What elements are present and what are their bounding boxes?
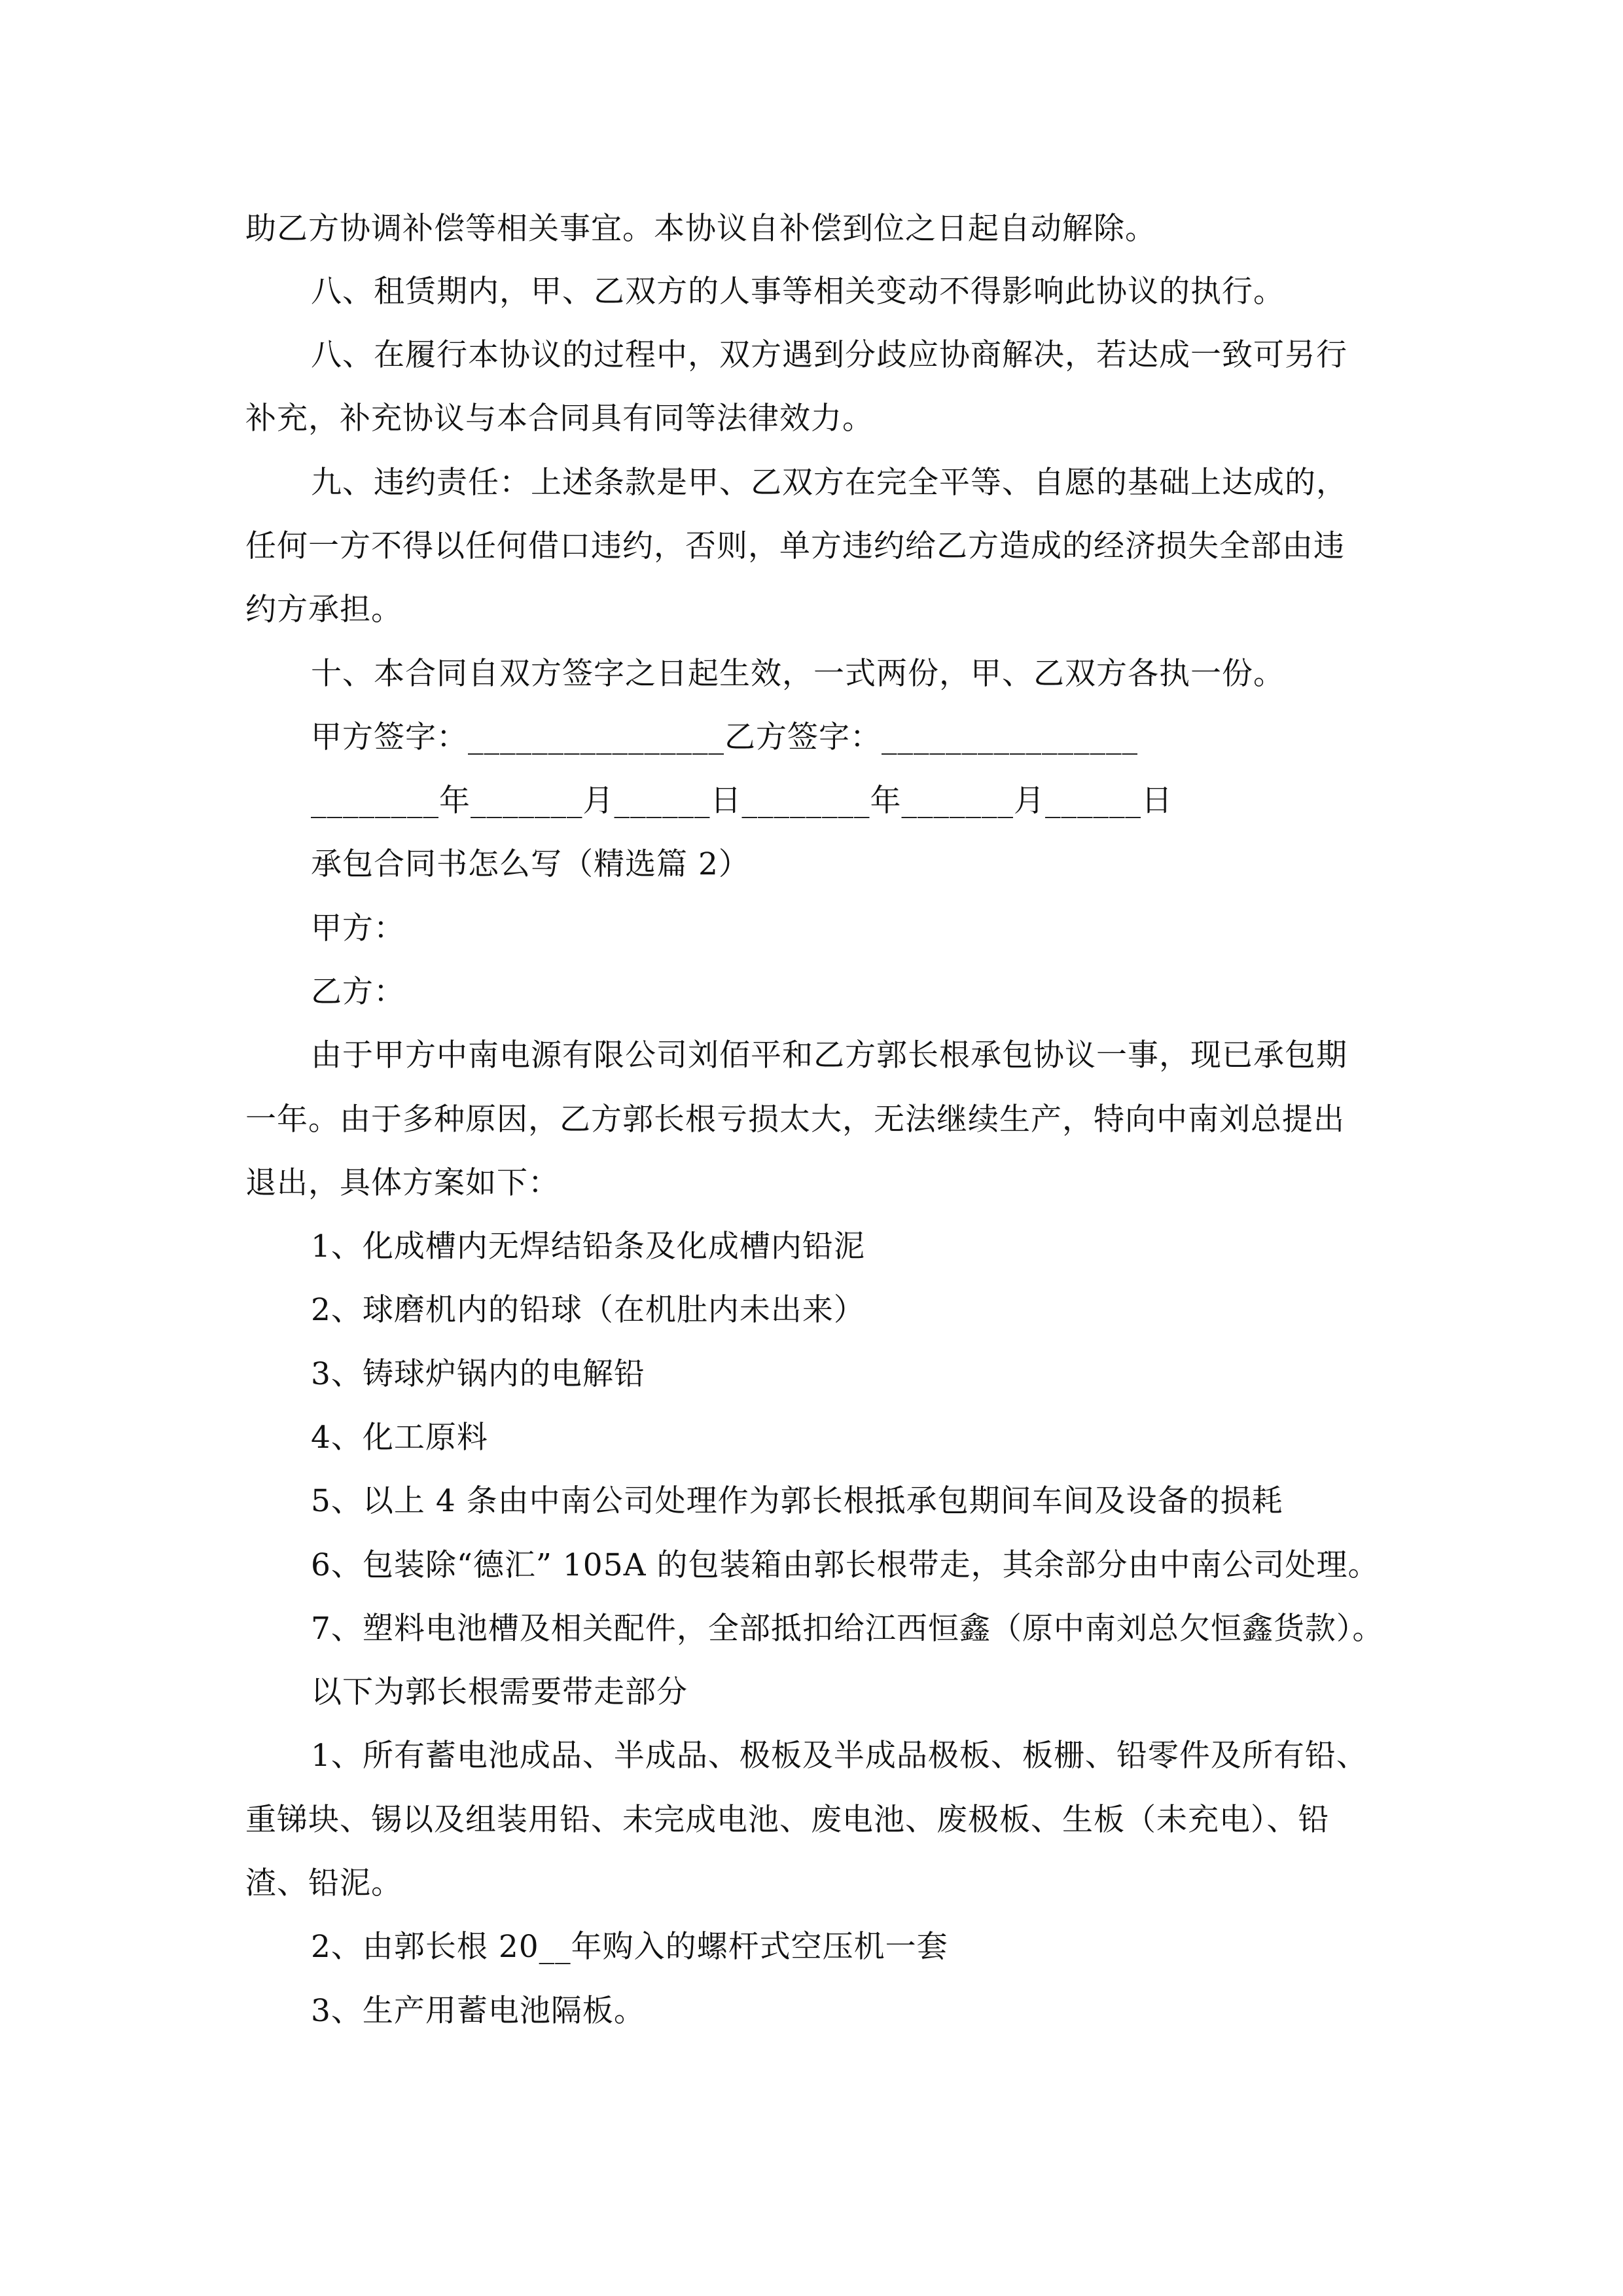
text-line: 渣、铅泥。: [245, 1865, 402, 1901]
list-item: 7、塑料电池槽及相关配件，全部抵扣给江西恒鑫（原中南刘总欠恒鑫货款）。: [311, 1611, 1384, 1647]
text-line: 八、租赁期内，甲、乙双方的人事等相关变动不得影响此协议的执行。: [311, 274, 1285, 310]
text-line: 十、本合同自双方签字之日起生效，一式两份，甲、乙双方各执一份。: [311, 656, 1285, 692]
text-line: 重锑块、锡以及组装用铅、未完成电池、废电池、废极板、生板（未充电）、铅: [245, 1802, 1330, 1838]
list-item: 4、化工原料: [311, 1420, 488, 1456]
text-line: 以下为郭长根需要带走部分: [311, 1674, 688, 1710]
list-item: 5、以上 4 条由中南公司处理作为郭长根抵承包期间车间及设备的损耗: [311, 1483, 1283, 1519]
text-line: 约方承担。: [245, 592, 402, 628]
text-line: 由于甲方中南电源有限公司刘佰平和乙方郭长根承包协议一事，现已承包期: [311, 1037, 1347, 1073]
signature-line: 甲方签字：________________乙方签字：________________: [311, 719, 1138, 755]
list-item: 1、化成槽内无焊结铅条及化成槽内铅泥: [311, 1229, 865, 1265]
list-item: 1、所有蓄电池成品、半成品、极板及半成品极板、板栅、铅零件及所有铅、: [311, 1738, 1368, 1774]
party-a-label: 甲方：: [311, 910, 405, 946]
text-line: 九、违约责任：上述条款是甲、乙双方在完全平等、自愿的基础上达成的，: [311, 465, 1347, 501]
date-line: ________年_______月______日________年_______月______日: [311, 783, 1173, 819]
section-title: 承包合同书怎么写（精选篇 2）: [311, 846, 750, 882]
list-item: 6、包装除“德汇” 105A 的包装箱由郭长根带走，其余部分由中南公司处理。: [311, 1547, 1380, 1583]
list-item: 2、由郭长根 20__年购入的螺杆式空压机一套: [311, 1929, 948, 1965]
text-line: 任何一方不得以任何借口违约，否则，单方违约给乙方造成的经济损失全部由违: [245, 528, 1345, 564]
list-item: 2、球磨机内的铅球（在机肚内未出来）: [311, 1292, 865, 1328]
list-item: 3、铸球炉锅内的电解铅: [311, 1356, 645, 1392]
list-item: 3、生产用蓄电池隔板。: [311, 1993, 645, 2029]
text-line: 八、在履行本协议的过程中，双方遇到分歧应协商解决，若达成一致可另行: [311, 337, 1347, 373]
text-line: 退出，具体方案如下：: [245, 1165, 560, 1201]
text-line: 补充，补充协议与本合同具有同等法律效力。: [245, 401, 874, 437]
party-b-label: 乙方：: [311, 974, 405, 1010]
text-line: 助乙方协调补偿等相关事宜。本协议自补偿到位之日起自动解除。: [245, 211, 1156, 247]
text-line: 一年。由于多种原因，乙方郭长根亏损太大，无法继续生产，特向中南刘总提出: [245, 1102, 1345, 1138]
